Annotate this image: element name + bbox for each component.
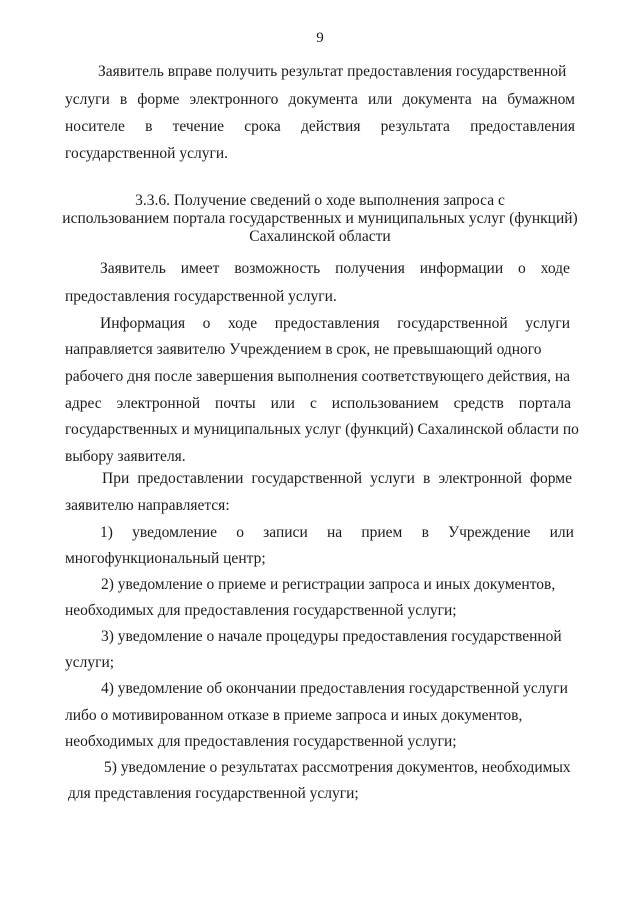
word: почты bbox=[215, 395, 256, 412]
word: в bbox=[145, 118, 153, 135]
paragraph-line: государственных и муниципальных услуг (функций) Сахалинской области по bbox=[65, 421, 579, 438]
word: услуги bbox=[65, 91, 110, 108]
word: в bbox=[423, 470, 431, 487]
word: получения bbox=[335, 260, 405, 277]
page-number: 9 bbox=[316, 30, 324, 46]
word: услуги bbox=[525, 315, 570, 332]
word: возможность bbox=[234, 260, 321, 277]
word: течение bbox=[172, 118, 225, 135]
word: уведомление bbox=[132, 524, 218, 541]
section-heading: Сахалинской области bbox=[249, 228, 391, 245]
word: или bbox=[270, 395, 295, 412]
paragraph-line bbox=[102, 470, 572, 488]
word: форме bbox=[137, 91, 180, 108]
word: срока bbox=[244, 118, 281, 135]
word: форме bbox=[529, 470, 572, 487]
paragraph-line bbox=[65, 395, 571, 413]
word: имеет bbox=[180, 260, 220, 277]
word: использованием bbox=[331, 395, 439, 412]
word: или bbox=[367, 91, 393, 108]
word: 1) bbox=[100, 524, 113, 541]
word: ходе bbox=[540, 260, 570, 277]
word: на bbox=[326, 524, 343, 541]
word: Заявитель bbox=[100, 260, 166, 277]
word: прием bbox=[361, 524, 403, 541]
word: При bbox=[102, 470, 130, 487]
word: о bbox=[236, 524, 244, 541]
list-item-line: необходимых для предоставления государственной услуги; bbox=[65, 733, 457, 750]
word: информации bbox=[419, 260, 504, 277]
word: предоставлении bbox=[137, 470, 244, 487]
word: действия bbox=[301, 118, 361, 135]
paragraph-line: направляется заявителю Учреждением в срок, не превышающий одного bbox=[65, 341, 542, 358]
list-item-line: либо о мотивированном отказе в приеме запроса и иных документов, bbox=[65, 707, 523, 724]
list-item-line: услуги; bbox=[65, 654, 115, 671]
word: электронной bbox=[438, 470, 522, 487]
paragraph-line: Заявитель вправе получить результат предоставления государственной bbox=[98, 63, 567, 80]
word: предоставления bbox=[470, 118, 575, 135]
word: о bbox=[518, 260, 526, 277]
word: ходе bbox=[227, 315, 258, 332]
word: электронной bbox=[116, 395, 201, 412]
list-item-line: для представления государственной услуги; bbox=[68, 785, 359, 802]
paragraph-line: предоставления государственной услуги. bbox=[65, 288, 337, 305]
paragraph-line bbox=[100, 315, 570, 333]
list-item-line: 5) уведомление о результатах рассмотрения документов, необходимых bbox=[104, 759, 571, 776]
paragraph-line: рабочего дня после завершения выполнения соответствующего действия, на bbox=[65, 368, 571, 385]
word: электронного bbox=[189, 91, 279, 108]
paragraph-line bbox=[65, 118, 575, 136]
section-heading: 3.3.6. Получение сведений о ходе выполнения запроса с bbox=[135, 192, 505, 209]
word: Информация bbox=[100, 315, 186, 332]
list-item-line: необходимых для предоставления государственной услуги; bbox=[65, 602, 457, 619]
list-item-line: многофункциональный центр; bbox=[65, 550, 266, 567]
word: бумажном bbox=[507, 91, 575, 108]
list-item-line: 3) уведомление о начале процедуры предоставления государственной bbox=[101, 628, 562, 645]
list-item-line: 4) уведомление об окончании предоставления государственной услуги bbox=[101, 680, 568, 697]
word: документа bbox=[288, 91, 358, 108]
word: на bbox=[481, 91, 498, 108]
word: предоставления bbox=[274, 315, 380, 332]
word: средств bbox=[453, 395, 504, 412]
word: в bbox=[421, 524, 429, 541]
word: портала bbox=[518, 395, 571, 412]
word: в bbox=[119, 91, 128, 108]
paragraph-line: государственной услуги. bbox=[65, 145, 228, 162]
word: результата bbox=[380, 118, 450, 135]
word: или bbox=[549, 524, 574, 541]
word: документа bbox=[402, 91, 472, 108]
list-item-line bbox=[100, 524, 574, 542]
word: Учреждение bbox=[448, 524, 531, 541]
word: записи bbox=[263, 524, 308, 541]
paragraph-line bbox=[65, 91, 575, 109]
section-heading: использованием портала государственных и муниципальных услуг (функций) bbox=[62, 210, 578, 227]
word: с bbox=[309, 395, 317, 412]
paragraph-line: заявителю направляется: bbox=[65, 497, 230, 514]
word: носителе bbox=[65, 118, 125, 135]
paragraph-line: выбору заявителя. bbox=[65, 448, 186, 465]
word: государственной bbox=[397, 315, 508, 332]
word: о bbox=[202, 315, 211, 332]
word: адрес bbox=[65, 395, 102, 412]
paragraph-line bbox=[100, 260, 570, 278]
word: государственной bbox=[251, 470, 363, 487]
word: услуги bbox=[370, 470, 415, 487]
list-item-line: 2) уведомление о приеме и регистрации запроса и иных документов, bbox=[101, 576, 556, 593]
